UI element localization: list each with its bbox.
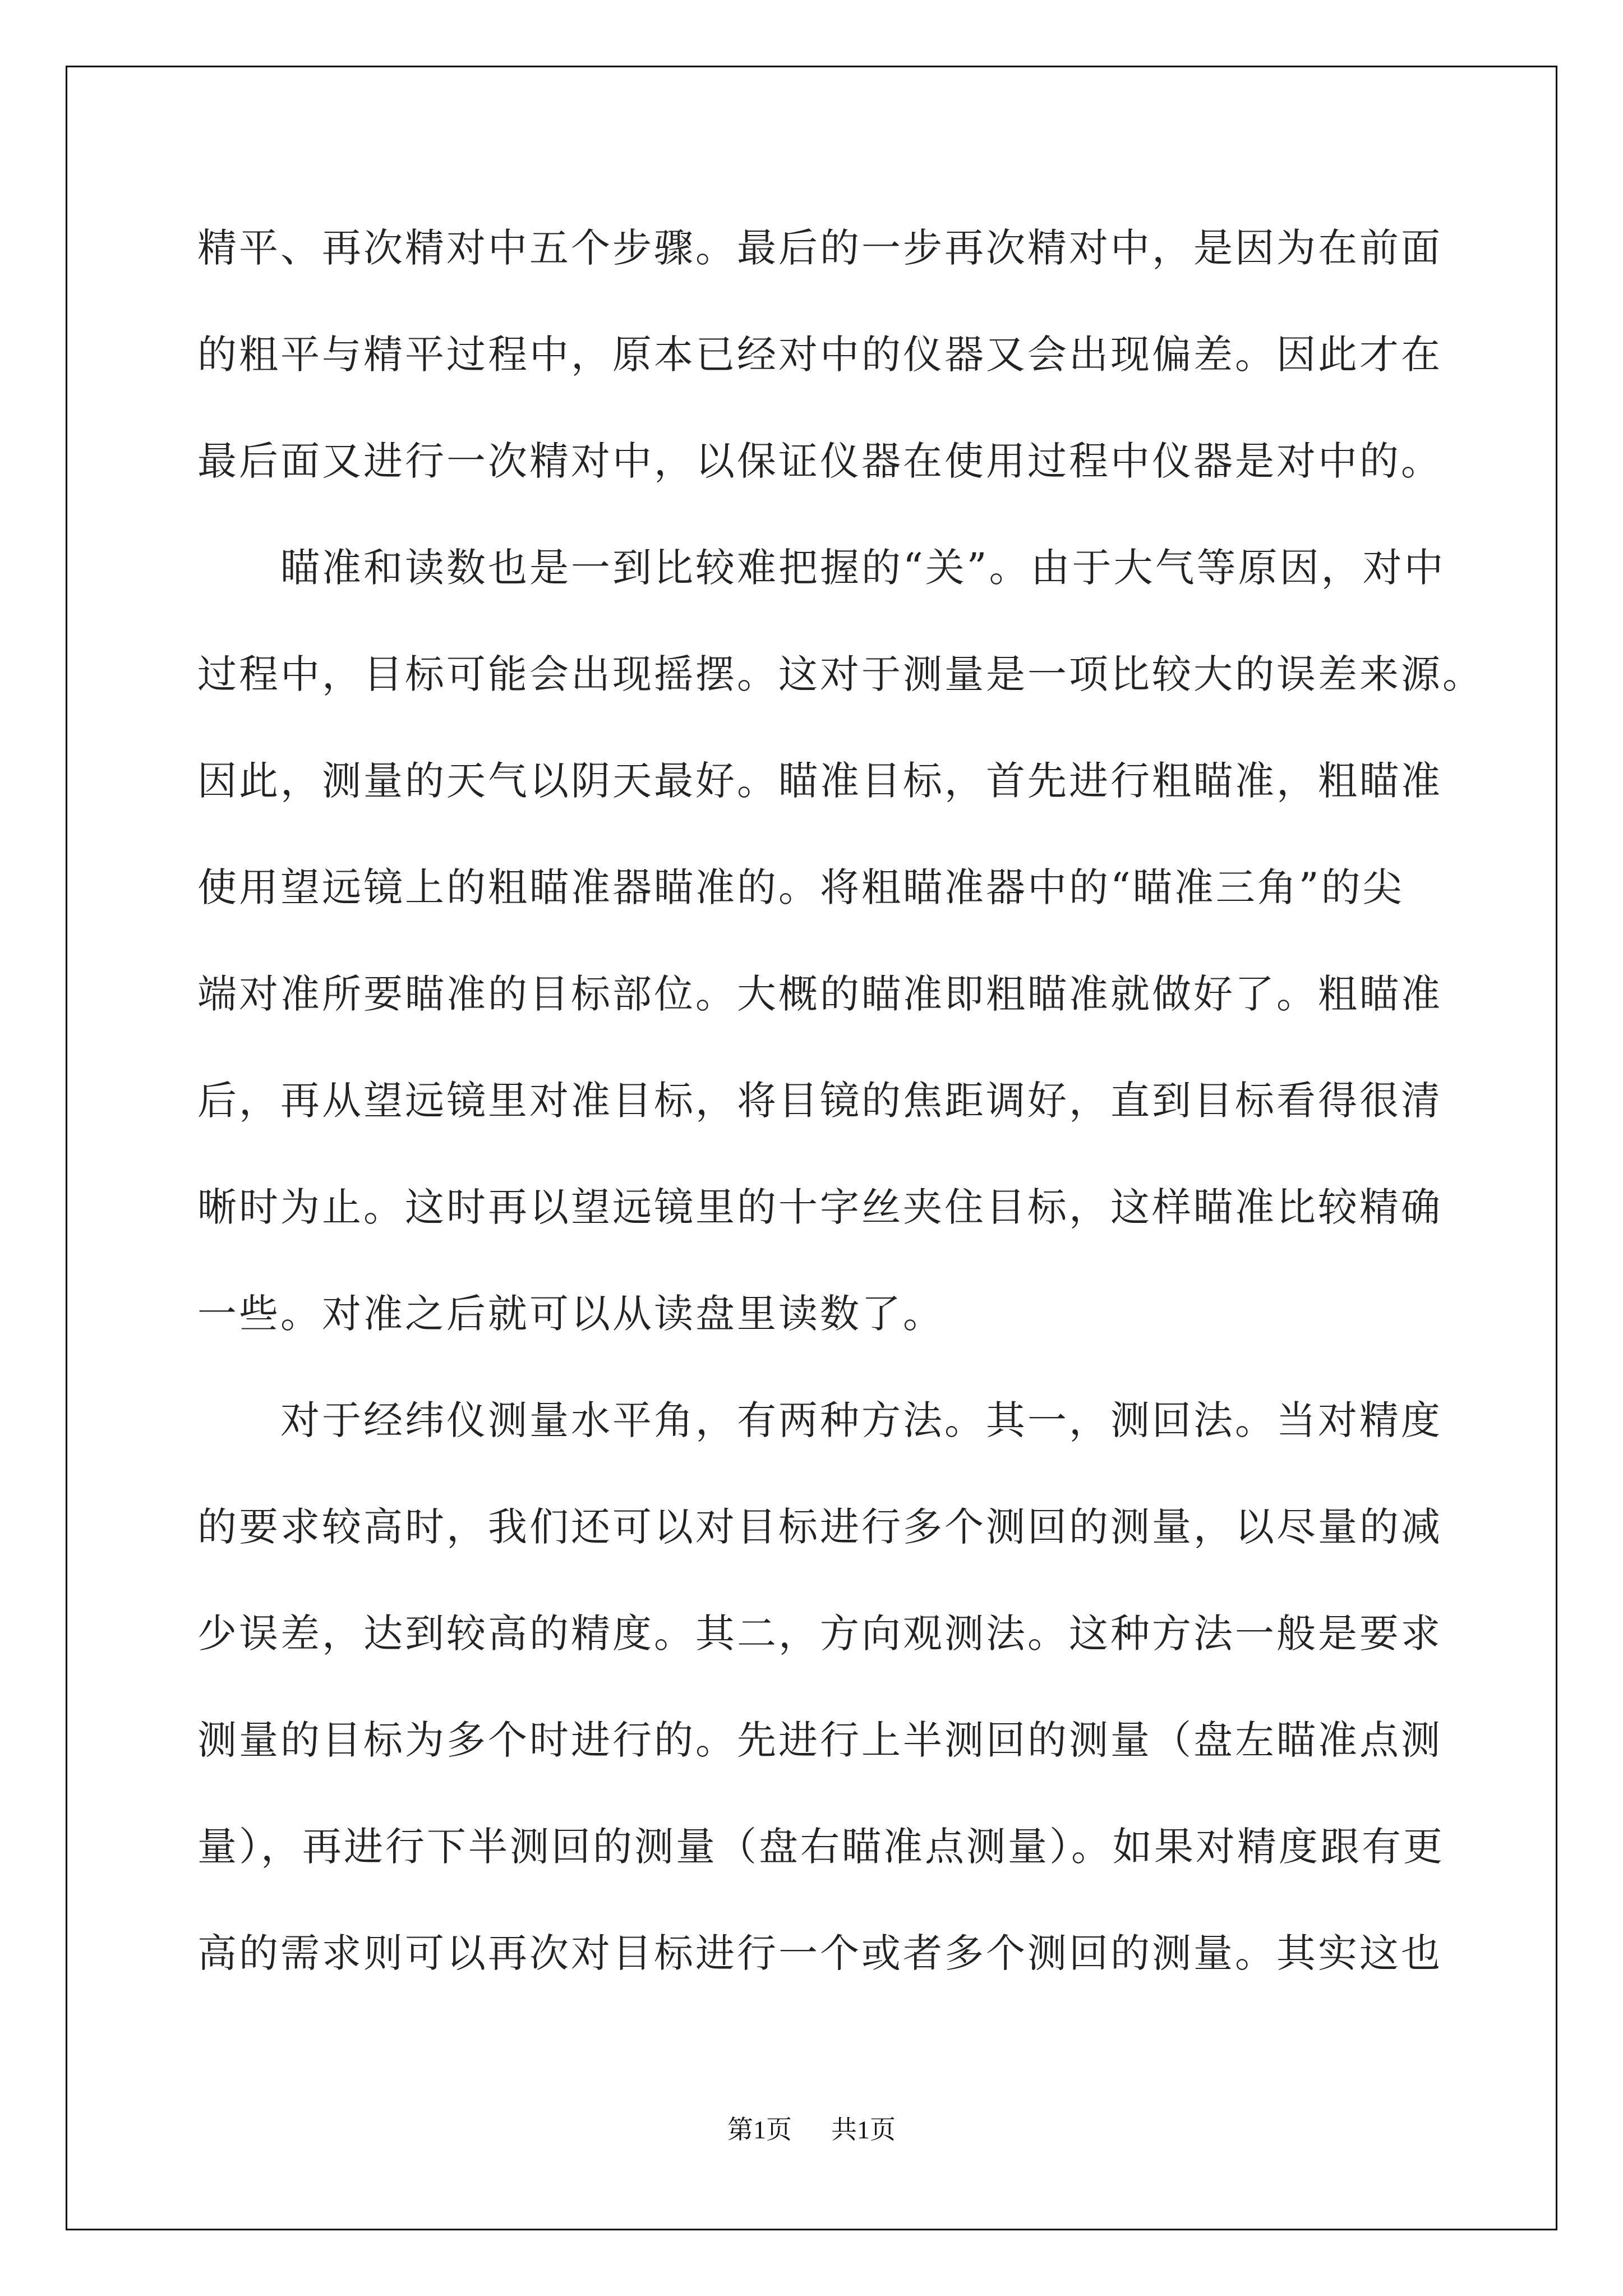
body-line: 精平、再次精对中五个步骤。最后的一步再次精对中，是因为在前面 bbox=[197, 225, 1442, 271]
body-line: 的粗平与精平过程中，原本已经对中的仪器又会出现偏差。因此才在 bbox=[197, 332, 1442, 378]
body-line: 一些。对准之后就可以从读盘里读数了。 bbox=[197, 1291, 944, 1337]
body-line: 高的需求则可以再次对目标进行一个或者多个测回的测量。其实这也 bbox=[197, 1930, 1442, 1976]
body-line: 端对准所要瞄准的目标部位。大概的瞄准即粗瞄准就做好了。粗瞄准 bbox=[197, 971, 1442, 1017]
body-line: 对于经纬仪测量水平角，有两种方法。其一，测回法。当对精度 bbox=[197, 1397, 1442, 1443]
body-line: 使用望远镜上的粗瞄准器瞄准的。将粗瞄准器中的“瞄准三角”的尖 bbox=[197, 864, 1404, 910]
body-line: 量），再进行下半测回的测量（盘右瞄准点测量）。如果对精度跟有更 bbox=[197, 1824, 1445, 1870]
document-body bbox=[197, 214, 1484, 2026]
body-line: 的要求较高时，我们还可以对目标进行多个测回的测量，以尽量的减 bbox=[197, 1504, 1442, 1550]
body-line: 后，再从望远镜里对准目标，将目镜的焦距调好，直到目标看得很清 bbox=[197, 1078, 1442, 1124]
body-line: 因此，测量的天气以阴天最好。瞄准目标，首先进行粗瞄准，粗瞄准 bbox=[197, 758, 1442, 804]
body-line: 过程中，目标可能会出现摇摆。这对于测量是一项比较大的误差来源。 bbox=[197, 651, 1484, 697]
body-line: 少误差，达到较高的精度。其二，方向观测法。这种方法一般是要求 bbox=[197, 1611, 1442, 1657]
page-footer bbox=[0, 2109, 1623, 2146]
page-number: 第1页 bbox=[727, 2115, 792, 2144]
body-line: 晰时为止。这时再以望远镜里的十字丝夹住目标，这样瞄准比较精确 bbox=[197, 1184, 1442, 1230]
body-line: 测量的目标为多个时进行的。先进行上半测回的测量（盘左瞄准点测 bbox=[197, 1717, 1442, 1763]
page-total: 共1页 bbox=[831, 2115, 896, 2144]
body-line: 最后面又进行一次精对中，以保证仪器在使用过程中仪器是对中的。 bbox=[197, 438, 1442, 484]
body-line: 瞄准和读数也是一到比较难把握的“关”。由于大气等原因，对中 bbox=[197, 545, 1446, 591]
